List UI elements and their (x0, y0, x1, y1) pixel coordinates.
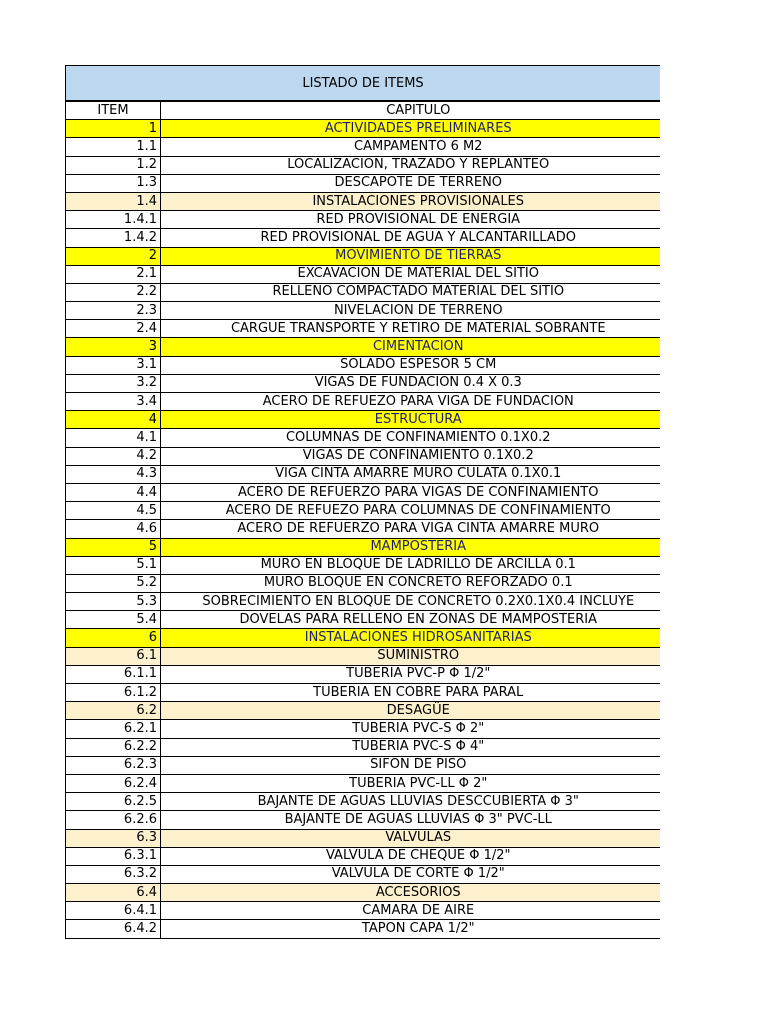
table-row (66, 138, 661, 156)
item-cell[interactable]: 6.2.6 (66, 811, 161, 829)
item-cell[interactable]: 2.1 (66, 265, 161, 283)
capitulo-cell[interactable]: BAJANTE DE AGUAS LLUVIAS Φ 3" PVC-LL (161, 811, 661, 829)
sheet-title[interactable]: LISTADO DE ITEMS (65, 65, 660, 101)
capitulo-cell[interactable]: CAMPAMENTO 6 M2 (161, 138, 661, 156)
capitulo-cell[interactable]: TAPON CAPA 1/2" (161, 920, 661, 938)
capitulo-cell[interactable]: VIGA CINTA AMARRE MURO CULATA 0.1X0.1 (161, 465, 661, 483)
item-cell[interactable]: 6.1.1 (66, 665, 161, 683)
table-row (66, 793, 661, 811)
item-cell[interactable]: 1.4.2 (66, 229, 161, 247)
capitulo-cell[interactable]: COLUMNAS DE CONFINAMIENTO 0.1X0.2 (161, 429, 661, 447)
item-cell[interactable]: 3.1 (66, 356, 161, 374)
item-cell[interactable]: 1.4.1 (66, 211, 161, 229)
capitulo-cell[interactable]: MURO EN BLOQUE DE LADRILLO DE ARCILLA 0.1 (161, 556, 661, 574)
item-cell[interactable]: 6.3 (66, 829, 161, 847)
item-cell[interactable]: 6 (66, 629, 161, 647)
item-cell[interactable]: 5.2 (66, 574, 161, 592)
item-cell[interactable]: 5.4 (66, 611, 161, 629)
table-row (66, 302, 661, 320)
item-cell[interactable]: 4 (66, 411, 161, 429)
item-cell[interactable]: 3 (66, 338, 161, 356)
table-row (66, 356, 661, 374)
capitulo-cell[interactable]: ACTIVIDADES PRELIMINARES (161, 120, 661, 138)
table-row (66, 465, 661, 483)
capitulo-cell[interactable]: RED PROVISIONAL DE ENERGIA (161, 211, 661, 229)
table-row (66, 374, 661, 392)
header-capitulo[interactable]: CAPITULO (161, 102, 661, 120)
item-cell[interactable]: 1.3 (66, 174, 161, 192)
capitulo-cell[interactable]: TUBERIA PVC-P Φ 1/2" (161, 665, 661, 683)
capitulo-cell[interactable]: VALVULA DE CHEQUE Φ 1/2" (161, 847, 661, 865)
table-row (66, 829, 661, 847)
item-cell[interactable]: 5.1 (66, 556, 161, 574)
table-row (66, 120, 661, 138)
item-cell[interactable]: 6.1.2 (66, 684, 161, 702)
items-table-body (66, 102, 661, 939)
item-cell[interactable]: 6.2.5 (66, 793, 161, 811)
capitulo-cell[interactable]: ACERO DE REFUERZO PARA VIGAS DE CONFINAMIENTO (161, 483, 661, 501)
item-cell[interactable]: 2.3 (66, 302, 161, 320)
item-cell[interactable]: 1.4 (66, 192, 161, 210)
capitulo-cell[interactable]: INSTALACIONES HIDROSANITARIAS (161, 629, 661, 647)
item-cell[interactable]: 6.4.2 (66, 920, 161, 938)
capitulo-cell[interactable]: ACERO DE REFUEZO PARA VIGA DE FUNDACION (161, 393, 661, 411)
item-cell[interactable]: 6.2.4 (66, 774, 161, 792)
capitulo-cell[interactable]: VALVULA DE CORTE Φ 1/2" (161, 865, 661, 883)
table-row (66, 520, 661, 538)
capitulo-cell[interactable]: MAMPOSTERIA (161, 538, 661, 556)
table-row (66, 774, 661, 792)
item-cell[interactable]: 3.2 (66, 374, 161, 392)
table-row (66, 684, 661, 702)
capitulo-cell[interactable]: LOCALIZACION, TRAZADO Y REPLANTEO (161, 156, 661, 174)
item-cell[interactable]: 6.2.1 (66, 720, 161, 738)
item-cell[interactable]: 4.3 (66, 465, 161, 483)
capitulo-cell[interactable]: SOBRECIMIENTO EN BLOQUE DE CONCRETO 0.2X0.1X0.4 INCLUYE (161, 593, 661, 611)
table-row (66, 865, 661, 883)
item-cell[interactable]: 4.5 (66, 502, 161, 520)
capitulo-cell[interactable]: SOLADO ESPESOR 5 CM (161, 356, 661, 374)
capitulo-cell[interactable]: ACCESORIOS (161, 884, 661, 902)
item-cell[interactable]: 1.2 (66, 156, 161, 174)
table-row (66, 738, 661, 756)
table-row (66, 192, 661, 210)
item-cell[interactable]: 6.3.2 (66, 865, 161, 883)
item-cell[interactable]: 4.6 (66, 520, 161, 538)
capitulo-cell[interactable]: TUBERIA PVC-S Φ 4" (161, 738, 661, 756)
table-row (66, 538, 661, 556)
table-row (66, 447, 661, 465)
item-cell[interactable]: 4.2 (66, 447, 161, 465)
item-cell[interactable]: 6.2.2 (66, 738, 161, 756)
items-table (65, 101, 660, 939)
capitulo-cell[interactable]: RED PROVISIONAL DE AGUA Y ALCANTARILLADO (161, 229, 661, 247)
capitulo-cell[interactable]: MOVIMIENTO DE TIERRAS (161, 247, 661, 265)
item-cell[interactable]: 5 (66, 538, 161, 556)
item-cell[interactable]: 5.3 (66, 593, 161, 611)
table-row (66, 429, 661, 447)
capitulo-cell[interactable]: DESCAPOTE DE TERRENO (161, 174, 661, 192)
capitulo-cell[interactable]: ESTRUCTURA (161, 411, 661, 429)
table-row (66, 283, 661, 301)
capitulo-cell[interactable]: DOVELAS PARA RELLENO EN ZONAS DE MAMPOSTERIA (161, 611, 661, 629)
table-row (66, 847, 661, 865)
item-cell[interactable]: 6.4.1 (66, 902, 161, 920)
table-row (66, 647, 661, 665)
table-row (66, 720, 661, 738)
table-row (66, 665, 661, 683)
capitulo-cell[interactable]: TUBERIA EN COBRE PARA PARAL (161, 684, 661, 702)
capitulo-cell[interactable]: TUBERIA PVC-LL Φ 2" (161, 774, 661, 792)
table-row (66, 483, 661, 501)
table-row (66, 556, 661, 574)
table-row (66, 393, 661, 411)
capitulo-cell[interactable]: INSTALACIONES PROVISIONALES (161, 192, 661, 210)
capitulo-cell[interactable]: SUMINISTRO (161, 647, 661, 665)
capitulo-cell[interactable]: ACERO DE REFUEZO PARA COLUMNAS DE CONFINAMIENTO (161, 502, 661, 520)
capitulo-cell[interactable]: BAJANTE DE AGUAS LLUVIAS DESCCUBIERTA Φ 3" (161, 793, 661, 811)
item-cell[interactable]: 2.2 (66, 283, 161, 301)
items-sheet (65, 65, 660, 939)
table-row (66, 229, 661, 247)
table-row (66, 593, 661, 611)
item-cell[interactable]: 6.4 (66, 884, 161, 902)
item-cell[interactable]: 3.4 (66, 393, 161, 411)
item-cell[interactable]: 1.1 (66, 138, 161, 156)
capitulo-cell[interactable]: ACERO DE REFUERZO PARA VIGA CINTA AMARRE MURO (161, 520, 661, 538)
capitulo-cell[interactable]: TUBERIA PVC-S Φ 2" (161, 720, 661, 738)
capitulo-cell[interactable]: EXCAVACION DE MATERIAL DEL SITIO (161, 265, 661, 283)
item-cell[interactable]: 6.2 (66, 702, 161, 720)
item-cell[interactable]: 4.4 (66, 483, 161, 501)
table-row (66, 211, 661, 229)
table-row (66, 411, 661, 429)
capitulo-cell[interactable]: SIFON DE PISO (161, 756, 661, 774)
item-cell[interactable]: 6.3.1 (66, 847, 161, 865)
table-row (66, 338, 661, 356)
header-item[interactable]: ITEM (66, 102, 161, 120)
item-cell[interactable]: 2.4 (66, 320, 161, 338)
table-row (66, 174, 661, 192)
table-row (66, 502, 661, 520)
table-row (66, 884, 661, 902)
capitulo-cell[interactable]: CIMENTACION (161, 338, 661, 356)
capitulo-cell[interactable]: DESAGÜE (161, 702, 661, 720)
table-row (66, 156, 661, 174)
table-row (66, 265, 661, 283)
item-cell[interactable]: 1 (66, 120, 161, 138)
table-row (66, 920, 661, 938)
table-row (66, 611, 661, 629)
table-row (66, 702, 661, 720)
item-cell[interactable]: 2 (66, 247, 161, 265)
capitulo-cell[interactable]: VIGAS DE FUNDACION 0.4 X 0.3 (161, 374, 661, 392)
capitulo-cell[interactable]: CAMARA DE AIRE (161, 902, 661, 920)
capitulo-cell[interactable]: CARGUE TRANSPORTE Y RETIRO DE MATERIAL SOBRANTE (161, 320, 661, 338)
table-row (66, 247, 661, 265)
capitulo-cell[interactable]: NIVELACION DE TERRENO (161, 302, 661, 320)
capitulo-cell[interactable]: VIGAS DE CONFINAMIENTO 0.1X0.2 (161, 447, 661, 465)
table-row (66, 629, 661, 647)
table-row (66, 574, 661, 592)
capitulo-cell[interactable]: MURO BLOQUE EN CONCRETO REFORZADO 0.1 (161, 574, 661, 592)
table-row (66, 756, 661, 774)
item-cell[interactable]: 4.1 (66, 429, 161, 447)
item-cell[interactable]: 6.1 (66, 647, 161, 665)
capitulo-cell[interactable]: VALVULAS (161, 829, 661, 847)
table-row (66, 811, 661, 829)
table-row (66, 320, 661, 338)
header-row (66, 102, 661, 120)
item-cell[interactable]: 6.2.3 (66, 756, 161, 774)
capitulo-cell[interactable]: RELLENO COMPACTADO MATERIAL DEL SITIO (161, 283, 661, 301)
table-row (66, 902, 661, 920)
